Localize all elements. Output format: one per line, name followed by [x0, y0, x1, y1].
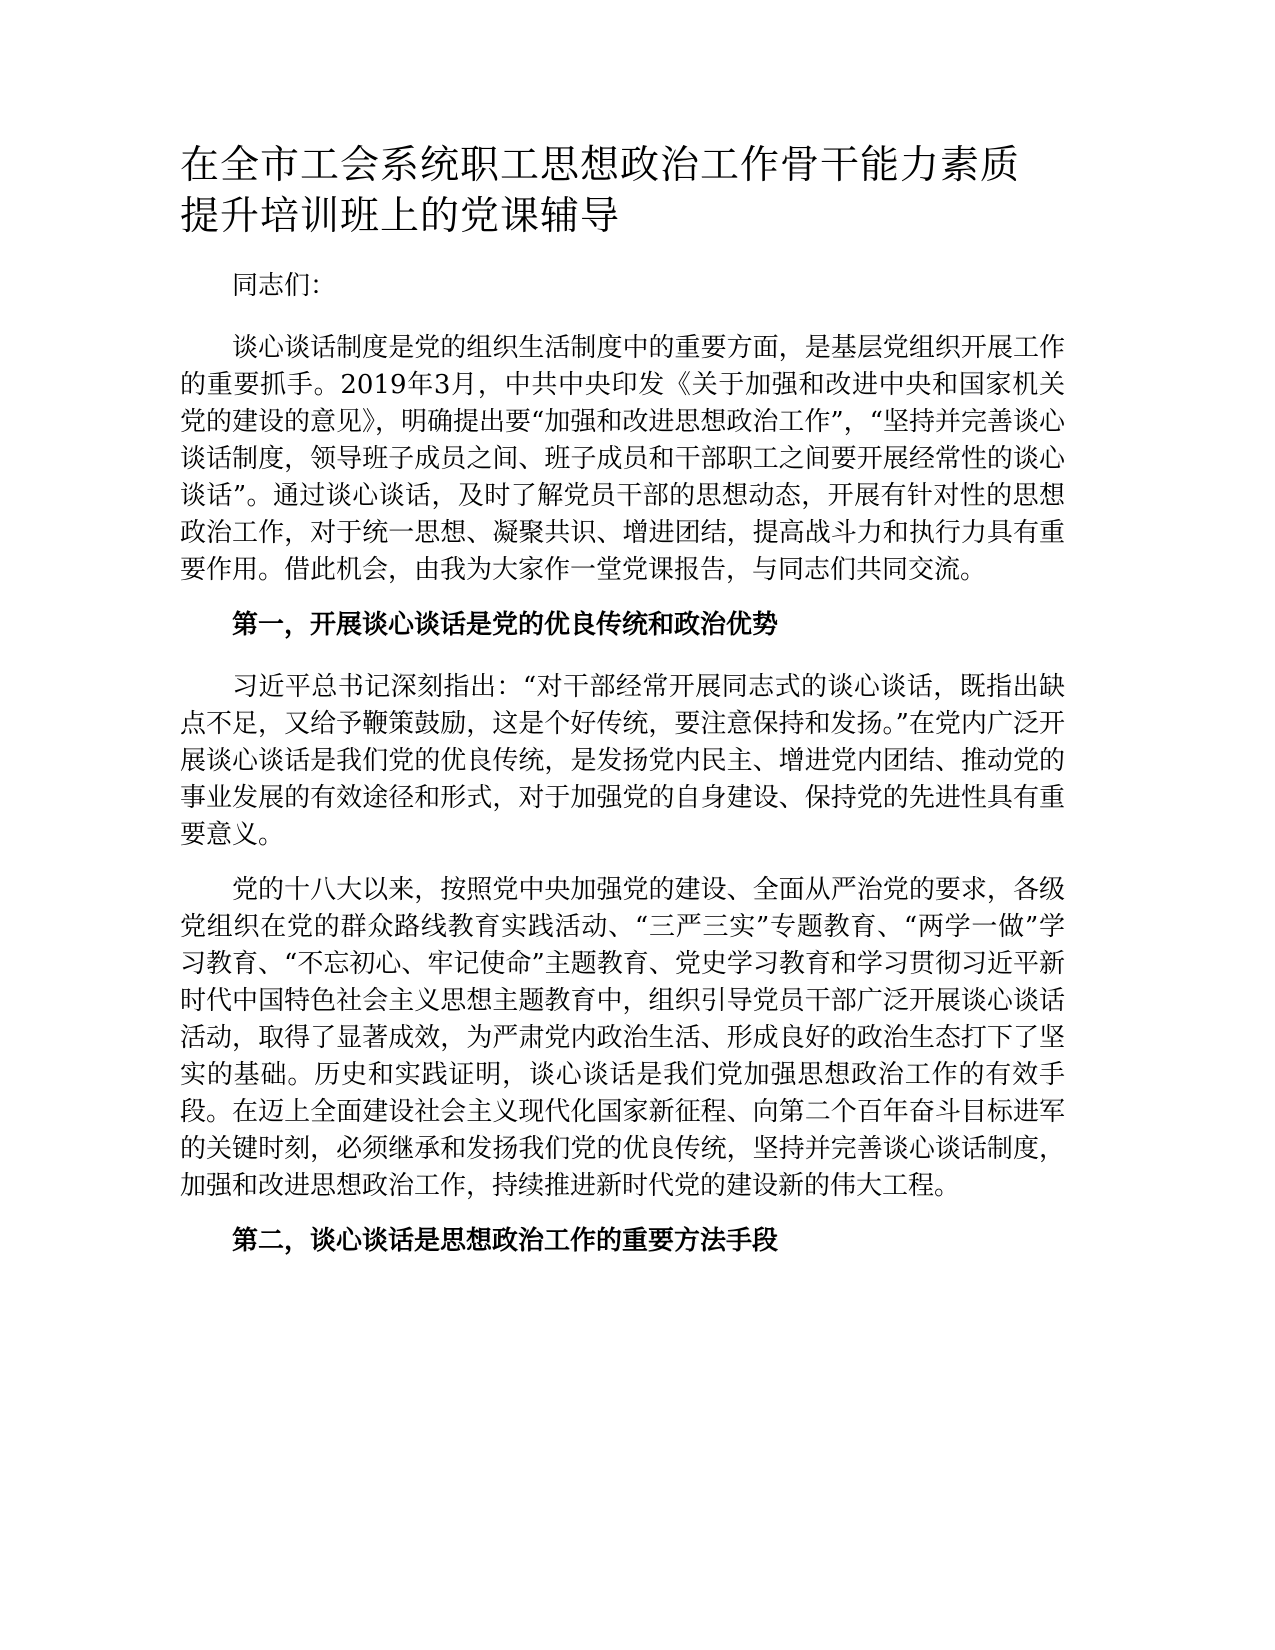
paragraph-intro: 谈心谈话制度是党的组织生活制度中的重要方面，是基层党组织开展工作的重要抓手。2019年3月，中共中央印发《关于加强和改进中央和国家机关党的建设的意见》，明确提出要“加强和改进思想政治工作”，“坚持并完善谈心谈话制度，领导班子成员之间、班子成员和干部职工之间要开展经常性的谈心谈话”。通过谈心谈话，及时了解党员干部的思想动态，开展有针对性的思想政治工作，对于统一思想、凝聚共识、增进团结，提高战斗力和执行力具有重要作用。借此机会，由我为大家作一堂党课报告，与同志们共同交流。: [180, 333, 1065, 585]
section-heading-1: 第一，开展谈心谈话是党的优良传统和政治优势: [232, 610, 779, 640]
greeting: 同志们：: [232, 271, 337, 301]
title-line-1: 在全市工会系统职工思想政治工作骨干能力素质: [180, 143, 1021, 188]
document-title: [180, 140, 1065, 242]
paragraph-section1-a: 习近平总书记深刻指出：“对干部经常开展同志式的谈心谈话，既指出缺点不足，又给予鞭策鼓励，这是个好传统，要注意保持和发扬。”在党内广泛开展谈心谈话是我们党的优良传统，是发扬党内民主、增进党内团结、推动党的事业发展的有效途径和形式，对于加强党的自身建设、保持党的先进性具有重要意义。: [180, 672, 1065, 850]
paragraph-section1-b: 党的十八大以来，按照党中央加强党的建设、全面从严治党的要求，各级党组织在党的群众路线教育实践活动、“三严三实”专题教育、“两学一做”学习教育、“不忘初心、牢记使命”主题教育、党史学习教育和学习贯彻习近平新时代中国特色社会主义思想主题教育中，组织引导党员干部广泛开展谈心谈话活动，取得了显著成效，为严肃党内政治生活、形成良好的政治生态打下了坚实的基础。历史和实践证明，谈心谈话是我们党加强思想政治工作的有效手段。在迈上全面建设社会主义现代化国家新征程、向第二个百年奋斗目标进军的关键时刻，必须继承和发扬我们党的优良传统，坚持并完善谈心谈话制度，加强和改进思想政治工作，持续推进新时代党的建设新的伟大工程。: [180, 875, 1065, 1201]
document-page: [180, 140, 1065, 1285]
section-heading-2: 第二，谈心谈话是思想政治工作的重要方法手段: [232, 1226, 779, 1256]
title-line-2: 提升培训班上的党课辅导: [180, 194, 621, 239]
